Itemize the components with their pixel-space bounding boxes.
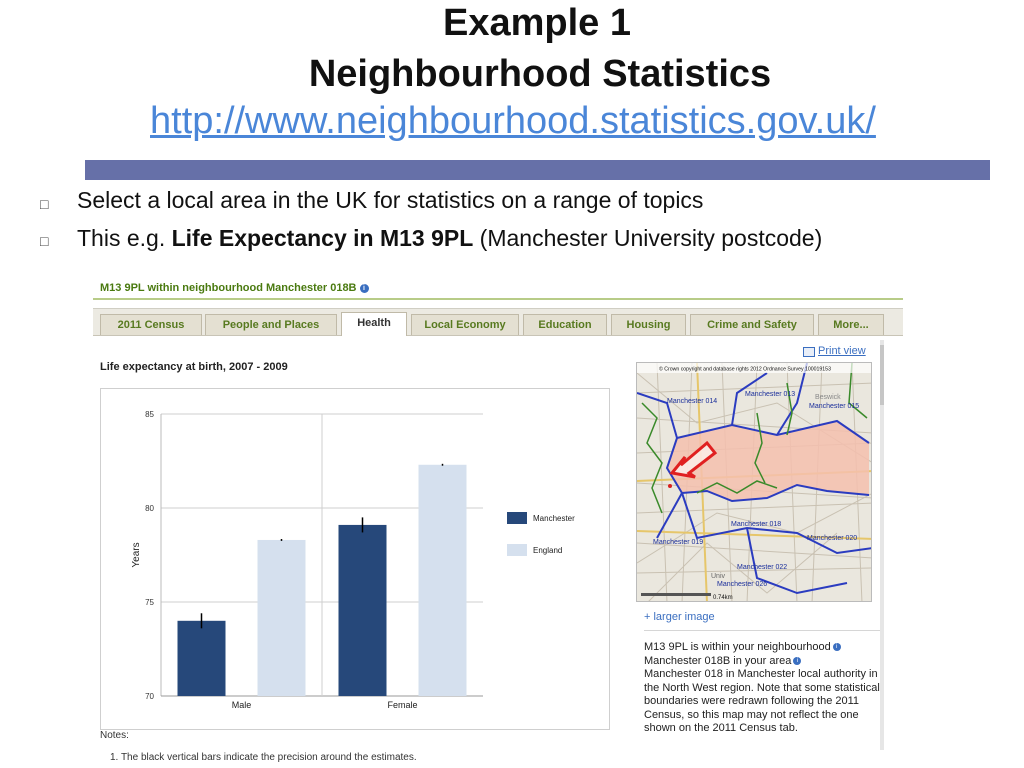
website-link[interactable]: http://www.neighbourhood.statistics.gov.uk/	[150, 100, 876, 142]
tab-more[interactable]: More...	[818, 314, 884, 335]
map-label-univ: Univ	[711, 573, 726, 580]
chart-container	[100, 388, 610, 730]
map-scale-label: 0.74km	[713, 595, 733, 601]
bullet-text-2	[77, 225, 822, 252]
map-copyright: © Crown copyright and database rights 2012 Ordnance Survey 100019153	[659, 366, 831, 373]
print-view-link[interactable]	[803, 345, 866, 357]
slide-title: Example 1	[443, 2, 631, 44]
map-label-026: Manchester 026	[717, 581, 768, 588]
y-tick-label: 75	[145, 598, 154, 607]
slide-subtitle: Neighbourhood Statistics	[308, 53, 772, 95]
bullet2-bold: Life Expectancy in M13 9PL	[171, 225, 474, 251]
y-tick-label: 85	[145, 410, 154, 419]
info-icon[interactable]: i	[793, 657, 801, 665]
tab-2011-census[interactable]: 2011 Census	[100, 314, 202, 335]
tab-people-and-places[interactable]: People and Places	[205, 314, 337, 335]
area-map[interactable]	[636, 362, 872, 602]
scrollbar-thumb[interactable]	[880, 345, 884, 405]
x-tick-label: Female	[387, 700, 418, 710]
print-view-label[interactable]: Print view	[818, 345, 866, 357]
tab-health[interactable]: Health	[341, 312, 407, 336]
description-rest: Manchester 018 in Manchester local authority in the North West region. Note that some statistical boundaries were redrawn following the 2011 Census, so this map may not reflect the one shown on the 2011 Census tab.	[644, 668, 880, 734]
y-tick-label: 80	[145, 504, 154, 513]
side-rule	[644, 630, 880, 631]
map-label-015: Manchester 015	[809, 403, 860, 410]
map-label-014: Manchester 014	[667, 398, 718, 405]
breadcrumb	[100, 282, 369, 294]
bullet-icon: □	[40, 196, 49, 212]
header-divider	[85, 160, 990, 180]
legend-swatch-manchester	[507, 512, 527, 524]
tab-education[interactable]: Education	[523, 314, 607, 335]
map-label-beswick: Beswick	[815, 394, 841, 401]
legend-label-manchester: Manchester	[533, 514, 575, 523]
tab-local-economy[interactable]: Local Economy	[411, 314, 519, 335]
chart-title: Life expectancy at birth, 2007 - 2009	[100, 361, 288, 373]
legend-swatch-england	[507, 544, 527, 556]
map-scale-bar	[641, 593, 711, 596]
y-axis-label: Years	[131, 542, 142, 568]
map-graphic	[637, 363, 872, 602]
bar-manchester-female	[339, 525, 387, 696]
bar-england-male	[258, 540, 306, 696]
bullet-icon: □	[40, 233, 49, 249]
larger-image-link[interactable]: + larger image	[644, 611, 715, 623]
location-marker	[668, 484, 672, 488]
bar-england-female	[419, 465, 467, 696]
tab-bar	[93, 308, 903, 336]
bullet2-suffix: (Manchester University postcode)	[473, 225, 823, 251]
description-line-1: M13 9PL is within your neighbourhood	[644, 641, 831, 653]
info-icon[interactable]: i	[833, 643, 841, 651]
y-tick-label: 70	[145, 692, 154, 701]
map-label-019: Manchester 019	[653, 539, 704, 546]
description-line-2: Manchester 018B in your area	[644, 654, 792, 667]
life-expectancy-chart	[101, 389, 609, 729]
notes-label: Notes:	[100, 730, 129, 741]
bar-manchester-male	[178, 621, 226, 696]
bullet2-prefix: This e.g.	[77, 225, 172, 251]
area-description	[644, 641, 884, 736]
note-1: 1. The black vertical bars indicate the precision around the estimates.	[110, 752, 417, 763]
tab-crime-and-safety[interactable]: Crime and Safety	[690, 314, 814, 335]
map-label-020: Manchester 020	[807, 535, 858, 542]
bullet-text-1: Select a local area in the UK for statistics on a range of topics	[77, 187, 704, 213]
info-icon[interactable]: i	[360, 284, 369, 293]
map-label-022: Manchester 022	[737, 564, 788, 571]
map-label-013: Manchester 013	[745, 391, 796, 398]
map-label-018: Manchester 018	[731, 521, 782, 528]
legend-label-england: England	[533, 546, 563, 555]
tab-housing[interactable]: Housing	[611, 314, 686, 335]
breadcrumb-text: M13 9PL within neighbourhood Manchester 018B	[100, 282, 357, 294]
breadcrumb-rule	[93, 298, 903, 300]
x-tick-label: Male	[231, 700, 252, 710]
